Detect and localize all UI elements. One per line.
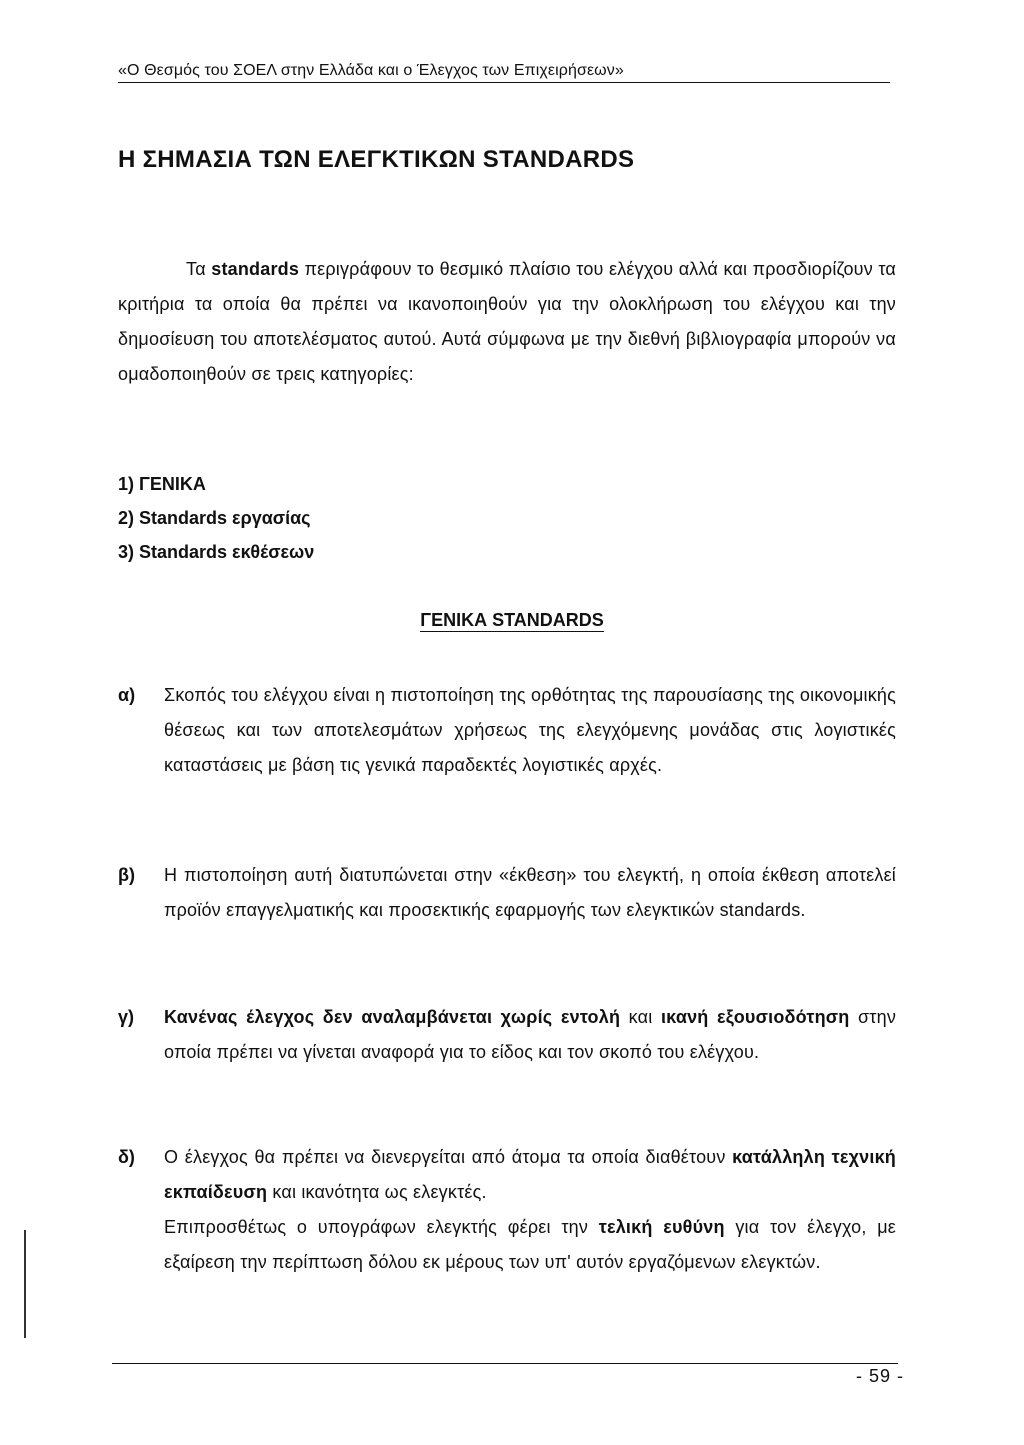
item-c-bold-2: ικανή εξουσιοδότηση: [660, 1007, 850, 1027]
section-title-text: ΓΕΝΙΚΑ STANDARDS: [420, 610, 604, 630]
intro-paragraph: [118, 252, 896, 392]
item-d-paragraph-2: [164, 1210, 896, 1280]
category-item-general: 1) ΓΕΝΙΚΑ: [118, 474, 206, 494]
item-body-b: Η πιστοποίηση αυτή διατυπώνεται στην «έκθεση» του ελεγκτή, η οποία έκθεση αποτελεί προϊόν επαγγελματικής και προσεκτικής εφαρμογής των ελεγκτικών standards.: [164, 865, 896, 920]
item-body-d: [164, 1140, 896, 1280]
item-body-c: [164, 1000, 896, 1070]
intro-text-start: Τα: [186, 259, 212, 279]
item-marker-b: β): [118, 865, 135, 885]
item-body-a: Σκοπός του ελέγχου είναι η πιστοποίηση της ορθότητας της παρουσίασης της οικονομικής θέσεως και των αποτελεσμάτων χρήσεως της ελεγχόμενης μονάδας στις λογιστικές καταστάσεις με βάση τις γενικά παραδεκτές λογιστικές αρχές.: [164, 685, 896, 775]
item-marker-a: α): [118, 685, 136, 705]
list-item-c: [118, 1000, 896, 1070]
intro-bold-standards: standards: [211, 259, 300, 279]
item-d-p1-bold: κατάλληλη τεχνική εκπαίδευση: [164, 1147, 896, 1202]
item-c-mid: και: [620, 1007, 661, 1027]
list-item-a: [118, 678, 896, 783]
item-marker-c: γ): [118, 1007, 135, 1027]
item-c-bold-1: Κανένας έλεγχος δεν αναλαμβάνεται χωρίς εντολή: [164, 1007, 621, 1027]
page-number: - 59 -: [855, 1366, 904, 1386]
list-item-d: [118, 1140, 896, 1280]
item-d-paragraph-1: [164, 1140, 896, 1210]
item-marker-d: δ): [118, 1147, 135, 1167]
category-item-reports: 3) Standards εκθέσεων: [118, 542, 315, 562]
item-d-p2-rest: για τον έλεγχο, με εξαίρεση την περίπτωση δόλου εκ μέρους των υπ' αυτόν εργαζόμενων ελεγκτών.: [164, 1217, 897, 1272]
footer-divider: [112, 1363, 898, 1364]
item-d-p1-text: Ο έλεγχος θα πρέπει να διενεργείται από άτομα τα οποία διαθέτουν: [164, 1147, 733, 1167]
category-item-work: 2) Standards εργασίας: [118, 508, 311, 528]
page-title: Η ΣΗΜΑΣΙΑ ΤΩΝ ΕΛΕΓΚΤΙΚΩΝ STANDARDS: [118, 146, 635, 173]
margin-line: [24, 1230, 26, 1338]
categories-list: [118, 467, 314, 569]
item-d-p1-rest: και ικανότητα ως ελεγκτές.: [267, 1182, 487, 1202]
item-d-p2-text: Επιπροσθέτως ο υπογράφων ελεγκτής φέρει την: [164, 1217, 599, 1237]
section-title: [0, 610, 1024, 631]
item-d-p2-bold: τελική ευθύνη: [598, 1217, 725, 1237]
list-item-b: [118, 858, 896, 928]
running-header: «Ο Θεσμός του ΣΟΕΛ στην Ελλάδα και ο Έλεγχος των Επιχειρήσεων»: [118, 62, 890, 83]
item-c-rest: στην οποία πρέπει να γίνεται αναφορά για το είδος και τον σκοπό του ελέγχου.: [164, 1007, 897, 1062]
intro-text-rest: περιγράφουν το θεσμικό πλαίσιο του ελέγχου αλλά και προσδιορίζουν τα κριτήρια τα οποία θα πρέπει να ικανοποιηθούν για την ολοκλήρωση του ελέγχου και την δημοσίευση του αποτελέσματος αυτού. Αυτά σύμφωνα με την διεθνή βιβλιογραφία μπορούν να ομαδοποιηθούν σε τρεις κατηγορίες:: [118, 259, 896, 384]
